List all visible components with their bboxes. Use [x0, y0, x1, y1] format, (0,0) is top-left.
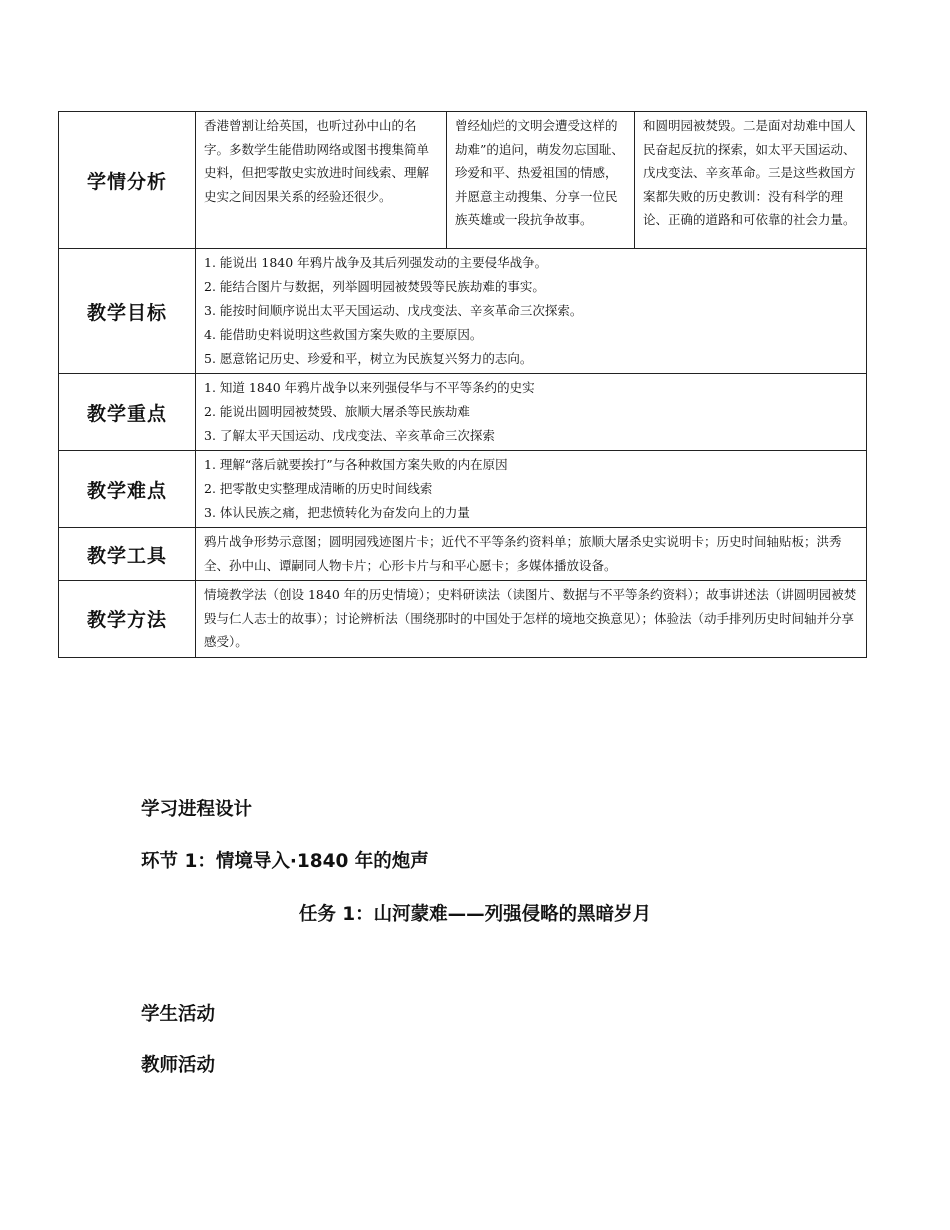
list-item: 3. 体认民族之痛，把悲愤转化为奋发向上的力量 [204, 505, 470, 520]
analysis-text-2: 曾经灿烂的文明会遭受这样的劫难”的追问，萌发勿忘国耻、珍爱和平、热爱祖国的情感，并愿意主动搜集、分享一位民族英雄或一段抗争故事。 [455, 118, 624, 227]
table-row [59, 451, 867, 528]
focus-list [196, 374, 866, 450]
table-row [59, 374, 867, 451]
row-label-tools: 教学工具 [59, 528, 196, 581]
tools-text: 鸦片战争形势示意图；圆明园残迹图片卡；近代不平等条约资料单；旅顺大屠杀史实说明卡；历史时间轴贴板；洪秀全、孙中山、谭嗣同人物卡片；心形卡片与和平心愿卡；多媒体播放设备。 [204, 534, 842, 573]
methods-cell [196, 581, 867, 658]
section-heading: 环节 1：情境导入·1840 年的炮声 [141, 851, 429, 872]
list-item: 2. 把零散史实整理成清晰的历史时间线索 [204, 481, 433, 496]
focus-cell [196, 374, 867, 451]
analysis-cell-3 [635, 112, 867, 249]
tools-cell [196, 528, 867, 581]
analysis-text-3: 和圆明园被焚毁。二是面对劫难中国人民奋起反抗的探索，如太平天国运动、戊戌变法、辛亥革命。三是这些救国方案都失败的历史教训：没有科学的理论、正确的道路和可依靠的社会力量。 [643, 118, 856, 227]
analysis-text-1: 香港曾割让给英国，也听过孙中山的名字。多数学生能借助网络或图书搜集简单史料，但把零散史实放进时间线索、理解史实之间因果关系的经验还很少。 [204, 118, 430, 204]
table-row [59, 528, 867, 581]
row-label-goals: 教学目标 [59, 249, 196, 374]
list-item: 1. 知道 1840 年鸦片战争以来列强侵华与不平等条约的史实 [204, 380, 535, 395]
goals-list [196, 249, 866, 373]
teacher-activity-heading: 教师活动 [141, 1055, 216, 1076]
analysis-cell-2 [447, 112, 635, 249]
student-activity-heading: 学生活动 [141, 1004, 216, 1025]
list-item: 3. 了解太平天国运动、戊戌变法、辛亥革命三次探索 [204, 428, 495, 443]
methods-text: 情境教学法（创设 1840 年的历史情境）；史料研读法（读图片、数据与不平等条约资料）；故事讲述法（讲圆明园被焚毁与仁人志士的故事）；讨论辨析法（围绕那时的中国处于怎样的境地交换意见）；体验法（动手排列历史时间轴并分享感受）。 [204, 587, 857, 649]
list-item: 4. 能借助史料说明这些救国方案失败的主要原因。 [204, 327, 483, 342]
row-label-analysis: 学情分析 [59, 112, 196, 249]
difficulty-list [196, 451, 866, 527]
list-item: 3. 能按时间顺序说出太平天国运动、戊戌变法、辛亥革命三次探索。 [204, 303, 583, 318]
table-row [59, 581, 867, 658]
list-item: 1. 能说出 1840 年鸦片战争及其后列强发动的主要侵华战争。 [204, 255, 548, 270]
process-design-heading: 学习进程设计 [141, 799, 253, 820]
analysis-cell-1 [196, 112, 447, 249]
list-item: 2. 能结合图片与数据，列举圆明园被焚毁等民族劫难的事实。 [204, 279, 545, 294]
list-item: 5. 愿意铭记历史、珍爱和平，树立为民族复兴努力的志向。 [204, 351, 533, 366]
goals-cell [196, 249, 867, 374]
table-row [59, 112, 867, 249]
lesson-plan-table [58, 111, 867, 658]
list-item: 1. 理解“落后就要挨打”与各种救国方案失败的内在原因 [204, 457, 508, 472]
list-item: 2. 能说出圆明园被焚毁、旅顺大屠杀等民族劫难 [204, 404, 470, 419]
difficulty-cell [196, 451, 867, 528]
table-row [59, 249, 867, 374]
row-label-difficulty: 教学难点 [59, 451, 196, 528]
task-heading: 任务 1：山河蒙难——列强侵略的黑暗岁月 [298, 904, 652, 925]
row-label-focus: 教学重点 [59, 374, 196, 451]
row-label-methods: 教学方法 [59, 581, 196, 658]
